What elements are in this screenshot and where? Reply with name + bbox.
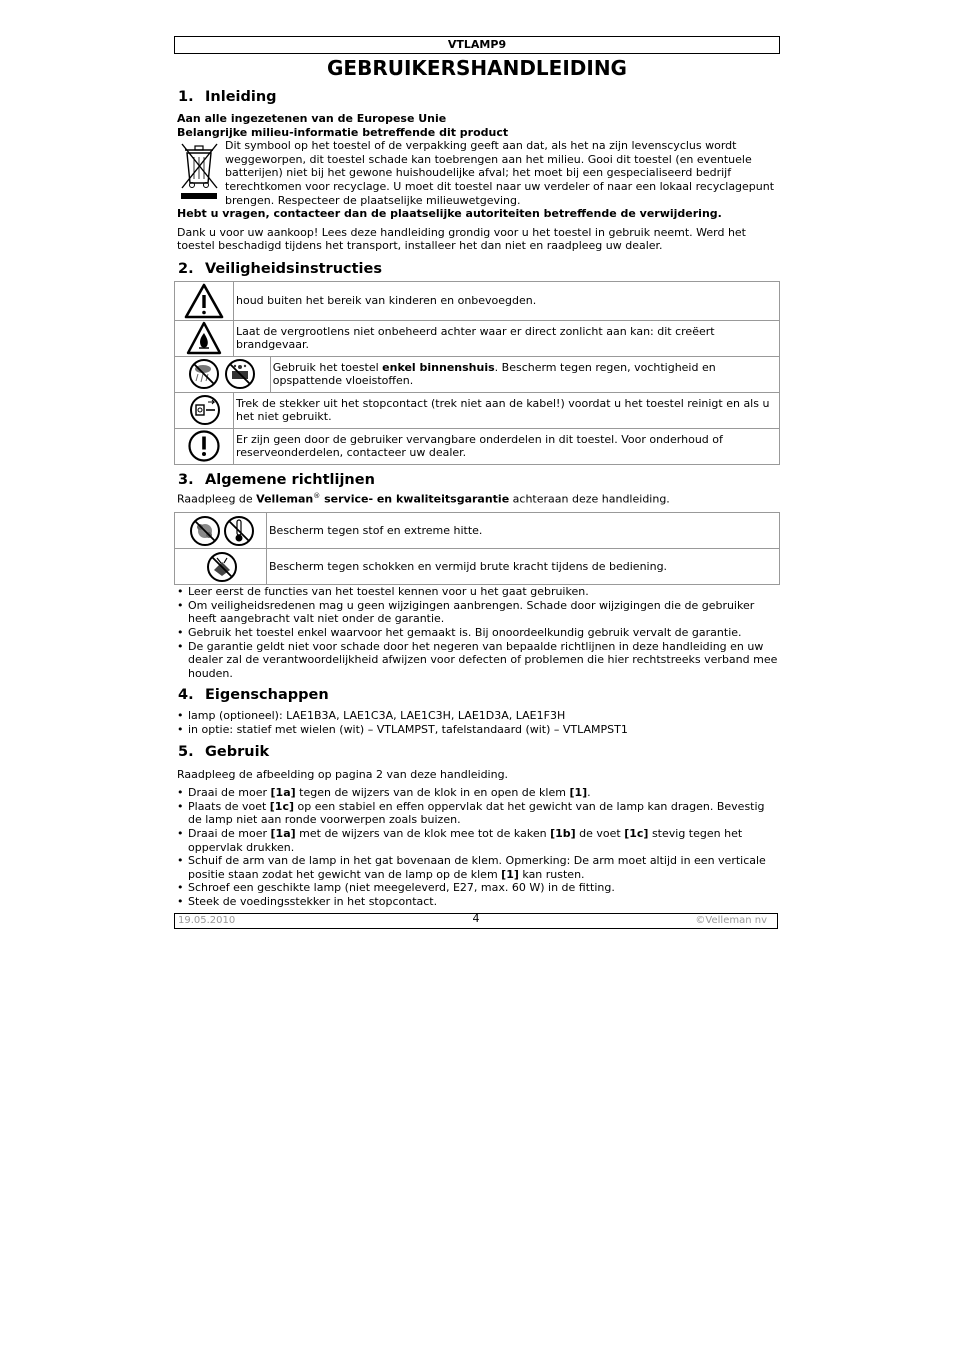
footer-copyright: ©Velleman nv <box>695 915 767 927</box>
safety-text: Trek de stekker uit het stopcontact (trek niet aan de kabel!) voordat u het toestel reinigt en als u het niet gebruikt. <box>234 392 780 428</box>
list-item: • Schuif de arm van de lamp in het gat bovenaan de klem. Opmerking: De arm moet altijd in een verticale positie staan zodat het gewicht van de lamp op de klem [1] kan rusten. <box>177 854 766 881</box>
list-item: • Draai de moer [1a] tegen de wijzers van de klok in en open de klem [1]. <box>177 786 591 800</box>
eu-residents-notice: Aan alle ingezetenen van de Europese Unie <box>177 112 447 125</box>
weee-block <box>177 139 780 207</box>
model-number: VTLAMP9 <box>447 38 507 51</box>
section-5-heading <box>174 742 780 762</box>
section-title: Inleiding <box>205 89 277 105</box>
guideline-row <box>175 513 780 549</box>
safety-row <box>175 320 780 356</box>
dust-heat-icons <box>175 513 267 549</box>
splash-icon <box>226 360 254 388</box>
guidelines-intro: Raadpleeg de Velleman® service- en kwaliteitsgarantie achteraan deze handleiding. <box>177 491 670 506</box>
usage-intro: Raadpleeg de afbeelding op pagina 2 van deze handleiding. <box>177 767 509 781</box>
model-header <box>174 36 780 54</box>
list-item: • Schroef een geschikte lamp (niet meegeleverd, E27, max. 60 W) in de fitting. <box>177 881 615 895</box>
page-footer <box>174 913 778 929</box>
list-item: • De garantie geldt niet voor schade door het negeren van bepaalde richtlijnen in deze handleiding en uw dealer zal de verantwoordelijkheid afwijzen voor defecten of problemen die hier rechtstreeks verband mee houden. <box>177 639 778 680</box>
list-item: • Leer eerst de functies van het toestel kennen voor u het gaat gebruiken. <box>177 585 589 599</box>
fire-hazard-icon <box>175 320 234 356</box>
thermometer-icon <box>225 517 253 545</box>
features-list <box>174 709 780 736</box>
manual-page <box>174 36 780 929</box>
safety-table <box>174 281 780 465</box>
safety-text: Laat de vergrootlens niet onbeheerd achter waar er direct zonlicht aan kan: dit creëert brandgevaar. <box>234 320 780 356</box>
list-item: • Draai de moer [1a] met de wijzers van de klok mee tot de kaken [1b] de voet [1c] stevig tegen het oppervlak drukken. <box>177 826 743 854</box>
guidelines-list <box>174 585 780 680</box>
list-item: • lamp (optioneel): LAE1B3A, LAE1C3A, LAE1C3H, LAE1D3A, LAE1F3H <box>177 709 566 723</box>
exclamation-icon <box>175 428 234 464</box>
section-2-heading <box>174 259 780 279</box>
warning-triangle-icon <box>175 281 234 320</box>
section-number: 3. <box>178 471 194 488</box>
intro-paragraph: Dank u voor uw aankoop! Lees deze handleiding grondig voor u het toestel in gebruik neemt. Werd het toestel beschadigd tijdens het transport, installeer het dan niet en raadpleeg uw dealer. <box>177 225 746 253</box>
safety-row <box>175 392 780 428</box>
unplug-icon <box>175 392 234 428</box>
indoor-use-icons <box>175 356 271 392</box>
list-item: • in optie: statief met wielen (wit) – VTLAMPST, tafelstandaard (wit) – VTLAMPST1 <box>177 722 628 736</box>
section-number: 1. <box>178 89 194 105</box>
section-3-heading <box>174 470 780 490</box>
guideline-text: Bescherm tegen stof en extreme hitte. <box>267 513 780 549</box>
safety-row <box>175 428 780 464</box>
page-number: 4 <box>472 912 480 926</box>
list-item: • Steek de voedingsstekker in het stopcontact. <box>177 894 438 908</box>
safety-row <box>175 356 780 392</box>
weee-bin-icon <box>177 139 225 201</box>
section-title: Algemene richtlijnen <box>205 471 375 488</box>
rain-icon <box>190 360 218 388</box>
section-number: 5. <box>178 743 194 760</box>
safety-text: Er zijn geen door de gebruiker vervangbare onderdelen in dit toestel. Voor onderhoud of reserveonderdelen, contacteer uw dealer. <box>234 428 780 464</box>
footer-date: 19.05.2010 <box>178 915 236 927</box>
disposal-questions: Hebt u vragen, contacteer dan de plaatselijke autoriteiten betreffende de verwijdering. <box>177 207 722 221</box>
shock-icon <box>175 549 267 585</box>
section-4-heading <box>174 685 780 705</box>
guidelines-table <box>174 512 780 585</box>
safety-text: Gebruik het toestel enkel binnenshuis. Bescherm tegen regen, vochtigheid en opspattende vloeistoffen. <box>270 356 779 392</box>
safety-text: houd buiten het bereik van kinderen en onbevoegden. <box>234 281 780 320</box>
guideline-row <box>175 549 780 585</box>
usage-steps <box>174 786 780 908</box>
page-title: GEBRUIKERSHANDLEIDING <box>327 56 627 80</box>
guideline-text: Bescherm tegen schokken en vermijd brute kracht tijdens de bediening. <box>267 549 780 585</box>
environmental-info-heading: Belangrijke milieu-informatie betreffende dit product <box>177 125 509 139</box>
weee-text: Dit symbool op het toestel of de verpakking geeft aan dat, als het na zijn levenscyclus wordt weggeworpen, dit toestel schade kan toebrengen aan het milieu. Gooi dit toestel (en eventuele batterijen) niet bij het gewone huishoudelijke afval; het moet bij een gespecialiseerd bedrijf terechtkomen voor recyclage. U moet dit toestel naar uw verdeler of naar een lokaal recyclagepunt brengen. Respecteer de plaatselijke milieuwetgeving. <box>225 139 775 207</box>
dust-icon <box>191 517 219 545</box>
section-title: Gebruik <box>205 743 270 760</box>
list-item: • Plaats de voet [1c] op een stabiel en effen oppervlak dat het gewicht van de lamp kan dragen. Bevestig de lamp niet aan ronde voorwerpen zoals buizen. <box>177 799 765 827</box>
list-item: • Gebruik het toestel enkel waarvoor het gemaakt is. Bij onoordeelkundig gebruik vervalt de garantie. <box>177 625 742 639</box>
section-1-heading <box>174 87 780 107</box>
list-item: • Om veiligheidsredenen mag u geen wijzigingen aanbrengen. Schade door wijzigingen die de gebruiker heeft aangebracht valt niet onder de garantie. <box>177 598 755 626</box>
section-number: 2. <box>178 260 194 277</box>
safety-row <box>175 281 780 320</box>
section-title: Eigenschappen <box>205 687 329 704</box>
section-number: 4. <box>178 687 194 704</box>
section-title: Veiligheidsinstructies <box>205 260 382 277</box>
